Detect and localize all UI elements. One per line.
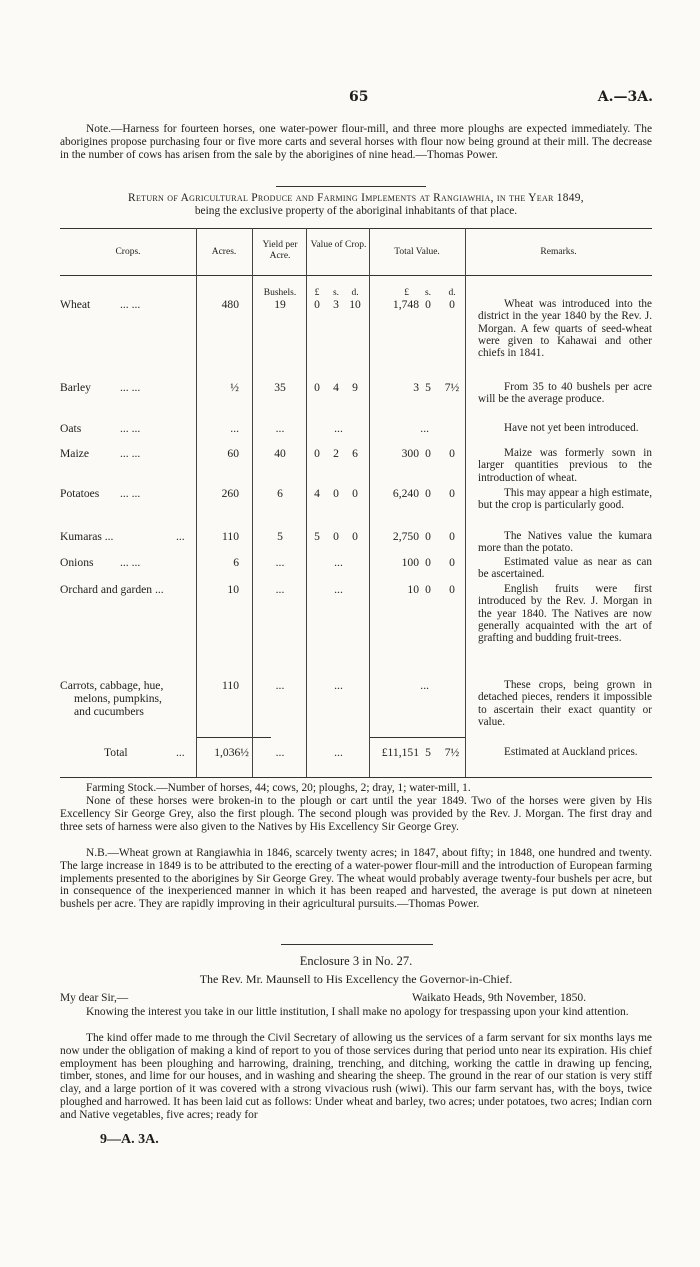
total-shillings: 0	[425, 583, 431, 596]
leader-dots: ...	[176, 746, 185, 759]
leader-dots: ...	[176, 530, 185, 543]
yield-cell: ...	[275, 679, 285, 692]
col-rule	[465, 228, 466, 777]
total-label: Total	[104, 746, 128, 759]
total-pounds: 10	[407, 583, 419, 596]
return-title-line-1: Return of Agricultural Produce and Farming Implements at Rangiawhia, in the Year 1849,	[128, 192, 584, 204]
value-shillings: 4	[333, 381, 339, 394]
yield-cell: 35	[274, 381, 286, 394]
value-shillings: 0	[333, 530, 339, 543]
value-shillings: 2	[333, 447, 339, 460]
yield-cell: ...	[275, 556, 285, 569]
acres-cell: 110	[222, 679, 239, 692]
leader-dots: ... ...	[120, 556, 141, 569]
salutation: My dear Sir,—	[60, 992, 129, 1004]
remark-cell: Maize was formerly sown in larger quantities previous to the introduction of wheat.	[478, 447, 652, 484]
value-pounds: 4	[314, 487, 320, 500]
divider	[281, 944, 433, 945]
unit-pounds: £	[314, 288, 320, 298]
crop-name: Oats	[60, 422, 82, 435]
yield-cell: 6	[277, 487, 283, 500]
remark-cell: Have not yet been introduced.	[504, 422, 639, 434]
value-pence: 6	[352, 447, 358, 460]
value-pence: 0	[352, 487, 358, 500]
remark-cell: These crops, being grown in detached pieces, renders it impossible to ascertain their exact quantity or value.	[478, 679, 652, 728]
leader-dots: ... ...	[120, 487, 141, 500]
crop-name-line: and cucumbers	[74, 705, 144, 718]
remark-cell: The Natives value the kumara more than the potato.	[478, 530, 652, 555]
leader-dots: ... ...	[120, 298, 141, 311]
grand-total-pence: 7½	[444, 746, 460, 759]
unit-total-pence: d.	[448, 288, 456, 298]
enclosure-title: Enclosure 3 in No. 27.	[299, 954, 413, 968]
table-bottom-rule	[60, 777, 652, 778]
crop-name: Maize	[60, 447, 89, 460]
total-value: ...	[334, 746, 343, 759]
leader-dots: ... ...	[120, 447, 141, 460]
return-title	[60, 192, 652, 218]
crop-name: Potatoes	[60, 487, 100, 500]
acres-cell: 480	[221, 298, 239, 311]
col-rule	[369, 228, 370, 777]
total-pence: 0	[449, 556, 455, 569]
total-pence: 0	[449, 530, 455, 543]
header-acres: Acres.	[211, 247, 237, 257]
crop-name-line: Carrots, cabbage, hue,	[60, 679, 164, 692]
acres-cell: ...	[230, 422, 239, 435]
leader-dots: ... ...	[120, 422, 141, 435]
table-header-rule	[60, 275, 652, 276]
yield-cell: ...	[275, 422, 285, 435]
remark-cell: Estimated at Auckland prices.	[504, 746, 638, 758]
total-pounds: 3	[413, 381, 419, 394]
remark-cell: From 35 to 40 bushels per acre will be the average produce.	[478, 381, 652, 406]
crop-name: Barley	[60, 381, 91, 394]
header-yield: Yield per Acre.	[262, 240, 298, 261]
value-shillings: 3	[333, 298, 339, 311]
acres-cell: ½	[230, 381, 239, 394]
total-pounds: ...	[420, 422, 429, 435]
total-pounds: 6,240	[392, 487, 419, 500]
remark-cell: English fruits were first introduced by the Rev. J. Morgan in the year 1840. The Natives are now generally acquainted with the art of grafting and budding fruit-trees.	[478, 583, 652, 645]
total-shillings: 0	[425, 298, 431, 311]
total-rule-acres	[196, 737, 271, 738]
remark-cell: This may appear a high estimate, but the crop is particularly good.	[478, 487, 652, 512]
value-pence: 0	[352, 530, 358, 543]
grand-total-pounds: £11,151	[381, 746, 419, 759]
total-pence: 0	[449, 487, 455, 500]
note-paragraph: Note.—Harness for fourteen horses, one water-power flour-mill, and three more ploughs are expected immediately. The aborigines propose purchasing four or five more carts and several horses with flour now being ground at their mill. The decrease in the number of cows has arisen from the sale by the aborigines of nine head.—Thomas Power.	[60, 123, 652, 161]
header-crops: Crops.	[115, 247, 141, 257]
page-number: 65	[349, 89, 369, 105]
crop-name: Onions	[60, 556, 94, 569]
value-cell: ...	[334, 679, 343, 692]
total-shillings: 0	[425, 447, 431, 460]
header-value: Value of Crop.	[310, 240, 367, 250]
section-code: A.—3A.	[597, 89, 653, 105]
place-date: Waikato Heads, 9th November, 1850.	[412, 991, 587, 1004]
value-pounds: 0	[314, 298, 320, 311]
total-pence: 0	[449, 583, 455, 596]
total-acres: 1,036½	[214, 746, 249, 759]
value-pounds: 5	[314, 530, 320, 543]
total-yield: ...	[275, 746, 285, 759]
total-pounds: 1,748	[392, 298, 419, 311]
divider	[276, 186, 426, 187]
total-pounds: ...	[420, 679, 429, 692]
remark-cell: Estimated value as near as can be ascertained.	[478, 556, 652, 581]
horses-paragraph: None of these horses were broken-in to the plough or cart until the year 1849. Two of the horses were given by His Excellency Sir George Grey, also the first plough. The second plough was provided by the Rev. J. Morgan. The first dray and three sets of harness were also given to the Natives by His Excellency Sir George Grey.	[60, 795, 652, 833]
page-header	[0, 89, 700, 109]
crop-name: Kumaras ...	[60, 530, 114, 543]
return-title-line-2: being the exclusive property of the aboriginal inhabitants of that place.	[194, 204, 518, 217]
total-pounds: 100	[401, 556, 419, 569]
letter-heading: The Rev. Mr. Maunsell to His Excellency the Governor-in-Chief.	[199, 972, 513, 986]
value-shillings: 0	[333, 487, 339, 500]
acres-cell: 110	[222, 530, 239, 543]
total-pence: 7½	[444, 381, 460, 394]
unit-pence: d.	[351, 288, 359, 298]
value-pence: 10	[349, 298, 361, 311]
yield-cell: 40	[274, 447, 286, 460]
total-shillings: 5	[425, 381, 431, 394]
value-pence: 9	[352, 381, 358, 394]
crop-name-line: melons, pumpkins,	[74, 692, 162, 705]
yield-cell: 19	[274, 298, 286, 311]
yield-cell: 5	[277, 530, 283, 543]
letter-paragraph-2: The kind offer made to me through the Civil Secretary of allowing us the services of a farm servant for six months lays me now under the obligation of making a kind of report to you of those services during that period unto near its expiration. His chief employment has been ploughing and harrowing, draining, trenching, and ditching, working the cattle in drawing up fencing, timber, stones, and lime for our houses, and in washing and shearing the sheep. The ground in the rear of our station is very stiff clay, and a large portion of it was covered with a strong vivacious rush (wiwi). This our farm servant has, with the boys, twice ploughed and harrowed. It has been laid cut as follows: Under wheat and barley, two acres; under potatoes, two acres; Indian corn and Native vegetables, five acres; ready for	[60, 1032, 653, 1121]
value-cell: ...	[334, 583, 343, 596]
value-pounds: 0	[314, 381, 320, 394]
acres-cell: 260	[221, 487, 239, 500]
unit-shillings: s.	[332, 288, 340, 298]
crop-name: Orchard and garden ...	[60, 583, 164, 596]
header-total: Total Value.	[394, 247, 440, 257]
unit-total-pounds: £	[404, 288, 409, 298]
farming-stock: Farming Stock.—Number of horses, 44; cows, 20; ploughs, 2; dray, 1; water-mill, 1.	[86, 782, 471, 794]
nb-paragraph: N.B.—Wheat grown at Rangiawhia in 1846, scarcely twenty acres; in 1847, about fifty; in 1848, one hundred and twenty. The large increase in 1849 is to be attributed to the erecting of a water-power flour-mill and the introduction of European farming implements presented to the aborigines by Sir George Grey. The wheat would probably average twenty-four bushels per acre, but in consequence of the inexperienced manner in which it has been reaped and harvested, the average is put down at nineteen bushels per acre. They are rapidly improving in their agricultural pursuits.—Thomas Power.	[60, 847, 652, 911]
total-pounds: 300	[401, 447, 419, 460]
unit-total-shillings: s.	[424, 288, 432, 298]
header-remarks: Remarks.	[540, 247, 577, 257]
crop-name: Wheat	[60, 298, 91, 311]
total-shillings: 0	[425, 487, 431, 500]
col-rule	[252, 228, 253, 777]
total-pence: 0	[449, 298, 455, 311]
printer-signature: 9—A. 3A.	[100, 1132, 159, 1147]
total-rule-value	[369, 737, 465, 738]
unit-bushels: Bushels.	[263, 288, 297, 298]
acres-cell: 60	[227, 447, 239, 460]
remark-cell: Wheat was introduced into the district in the year 1840 by the Rev. J. Morgan. A few quarts of seed-wheat were given to Kahawai and other chiefs in 1841.	[478, 298, 652, 360]
col-rule	[306, 228, 307, 777]
letter-paragraph-1: Knowing the interest you take in our little institution, I shall make no apology for trespassing upon your kind attention.	[86, 1006, 629, 1018]
total-pounds: 2,750	[392, 530, 419, 543]
acres-cell: 10	[227, 583, 239, 596]
value-cell: ...	[334, 556, 343, 569]
value-cell: ...	[334, 422, 343, 435]
total-shillings: 0	[425, 556, 431, 569]
yield-cell: ...	[275, 583, 285, 596]
grand-total-shillings: 5	[425, 746, 431, 759]
acres-cell: 6	[233, 556, 239, 569]
leader-dots: ... ...	[120, 381, 141, 394]
total-shillings: 0	[425, 530, 431, 543]
table-top-rule	[60, 228, 652, 229]
value-pounds: 0	[314, 447, 320, 460]
total-pence: 0	[449, 447, 455, 460]
